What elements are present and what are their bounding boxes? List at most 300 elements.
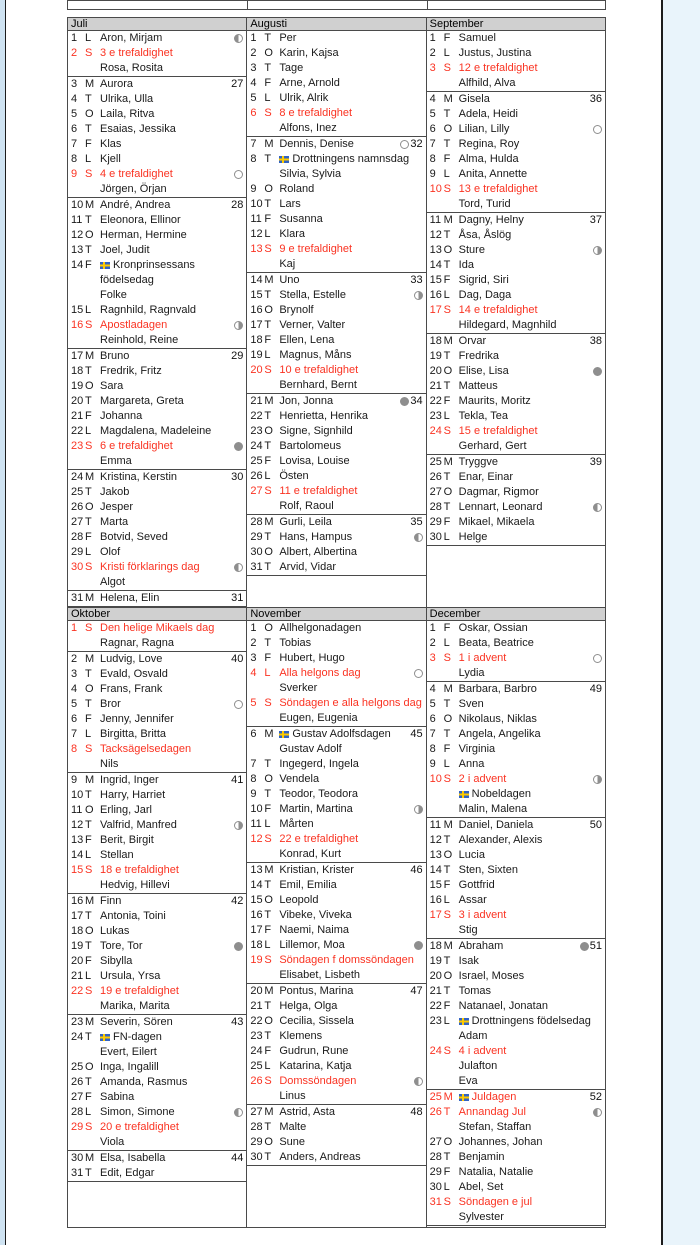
day-row (68, 454, 246, 469)
weekday-cell: O (264, 47, 273, 59)
day-row (247, 999, 425, 1014)
weekday-cell: M (264, 728, 274, 740)
day-extras (409, 273, 422, 288)
day-row (68, 1120, 246, 1135)
weekday-cell: O (443, 486, 453, 498)
day-row (247, 1014, 425, 1029)
name-text: Jesper (100, 501, 134, 513)
date-cell: 17 (71, 350, 84, 362)
weekday-cell: O (264, 183, 273, 195)
first-quarter-moon-icon (234, 821, 243, 830)
day-row (68, 1166, 246, 1181)
day-row (68, 682, 246, 697)
name-text: Tord, Turid (458, 198, 511, 210)
name-text: Lukas (100, 925, 130, 937)
name-text: 3 i advent (458, 909, 507, 921)
day-extras (230, 1151, 243, 1166)
date-cell: 27 (250, 1106, 263, 1118)
name-text: Nikolaus, Niklas (458, 713, 537, 725)
day-extras (593, 503, 602, 512)
day-row (427, 182, 605, 197)
name-text: Malte (279, 1121, 307, 1133)
day-row (68, 439, 246, 454)
weekday-cell: L (264, 92, 271, 104)
name-text: Kristina, Kerstin (100, 471, 178, 483)
weekday-cell: T (264, 758, 272, 770)
weekday-cell: L (85, 425, 92, 437)
date-cell: 5 (250, 697, 257, 709)
name-text: 9 e trefaldighet (279, 243, 353, 255)
name-text: Drottningens födelsedag (459, 1014, 591, 1029)
day-row (68, 303, 246, 318)
day-row (427, 772, 605, 787)
week-number: 36 (589, 93, 602, 105)
day-extras (230, 894, 243, 909)
sweden-flag-icon (279, 156, 289, 163)
date-cell: 30 (71, 561, 84, 573)
weekday-cell: T (443, 138, 451, 150)
day-row (247, 953, 425, 968)
day-row (247, 545, 425, 560)
day-row (427, 107, 605, 122)
day-row (427, 818, 605, 833)
weekday-cell: T (85, 698, 92, 710)
name-text: Edit, Edgar (100, 1167, 155, 1179)
name-text: Severin, Sören (100, 1016, 173, 1028)
date-cell: 10 (71, 789, 84, 801)
weekday-cell: T (85, 365, 92, 377)
name-text: Bartolomeus (279, 440, 342, 452)
day-row (427, 802, 605, 817)
day-row (68, 939, 246, 954)
name-text: Finn (100, 895, 122, 907)
day-row (68, 803, 246, 818)
day-row (427, 893, 605, 908)
day-row (427, 137, 605, 152)
weekday-cell: T (264, 62, 272, 74)
weekday-cell: M (443, 940, 453, 952)
name-text: Aurora (100, 78, 134, 90)
name-text: Adam (458, 1030, 488, 1042)
date-cell: 2 (71, 47, 78, 59)
week-number: 32 (410, 138, 423, 150)
name-text: Matteus (458, 380, 498, 392)
name-text: Jakob (100, 486, 130, 498)
date-cell: 3 (71, 668, 78, 680)
date-cell: 30 (429, 1181, 442, 1193)
day-row (68, 757, 246, 772)
name-text: Gudrun, Rune (279, 1045, 349, 1057)
name-text: Eugen, Eugenia (279, 712, 358, 724)
date-cell: 4 (71, 93, 78, 105)
name-text: Enar, Einar (458, 471, 514, 483)
week-number: 49 (589, 683, 602, 695)
week-number: 43 (231, 1016, 244, 1028)
weekday-cell: L (85, 1106, 92, 1118)
date-cell: 18 (429, 940, 442, 952)
weekday-cell: T (85, 244, 92, 256)
date-cell: 14 (250, 274, 263, 286)
day-row (427, 31, 605, 46)
week-number: 47 (410, 985, 423, 997)
name-text: Isak (458, 955, 479, 967)
name-text: Emil, Emilia (279, 879, 337, 891)
month-body (247, 621, 425, 1227)
day-row (247, 1044, 425, 1059)
name-text: Reinhold, Reine (100, 334, 179, 346)
name-text: Sigrid, Siri (458, 274, 509, 286)
date-cell: 28 (429, 501, 442, 513)
weekday-cell: O (85, 925, 94, 937)
name-text: Elsa, Isabella (100, 1152, 166, 1164)
weekday-cell: S (264, 954, 272, 966)
day-row (247, 454, 425, 469)
date-cell: 8 (429, 153, 436, 165)
weekday-cell: S (264, 364, 272, 376)
weekday-cell: F (443, 153, 451, 165)
name-text: Teodor, Teodora (279, 788, 359, 800)
name-text: Silvia, Sylvia (279, 168, 342, 180)
date-cell: 23 (71, 1016, 84, 1028)
day-row (68, 379, 246, 394)
name-text: Natalia, Natalie (458, 1166, 534, 1178)
weekday-cell: L (85, 32, 92, 44)
weekday-cell: T (264, 153, 272, 165)
day-row (68, 152, 246, 167)
weekday-cell: S (443, 62, 451, 74)
weekday-cell: T (264, 440, 272, 452)
weekday-cell: T (264, 909, 272, 921)
new-moon-icon (400, 140, 409, 149)
name-text: Johanna (100, 410, 143, 422)
date-cell: 31 (250, 561, 263, 573)
day-row (247, 31, 425, 46)
sweden-flag-icon (100, 1034, 110, 1041)
day-extras (234, 34, 243, 43)
date-cell: 25 (429, 456, 442, 468)
day-extras (409, 984, 422, 999)
day-row (427, 303, 605, 318)
week-box (68, 591, 246, 607)
day-row (427, 288, 605, 303)
weekday-cell: T (443, 1151, 451, 1163)
day-row (427, 424, 605, 439)
day-row (68, 878, 246, 893)
date-cell: 2 (250, 47, 257, 59)
page-edge-right (663, 0, 700, 1245)
last-quarter-moon-icon (414, 1077, 423, 1086)
name-text: Beata, Beatrice (458, 637, 534, 649)
name-text: Malin, Malena (458, 803, 528, 815)
day-row (68, 167, 246, 182)
date-cell: 12 (429, 834, 442, 846)
name-text: Ursula, Yrsa (100, 970, 161, 982)
last-quarter-moon-icon (234, 563, 243, 572)
date-cell: 8 (71, 153, 78, 165)
name-text: 3 e trefaldighet (100, 47, 173, 59)
name-text: Joel, Judit (100, 244, 150, 256)
weekday-cell: T (443, 985, 451, 997)
day-row (247, 1074, 425, 1089)
name-text: Dagmar, Rigmor (458, 486, 539, 498)
name-text: Angela, Angelika (458, 728, 541, 740)
name-text: Bernhard, Bernt (279, 379, 357, 391)
date-cell: 27 (429, 1136, 442, 1148)
weekday-cell: F (264, 213, 272, 225)
date-cell: 3 (71, 78, 78, 90)
weekday-cell: S (85, 47, 93, 59)
week-box (247, 621, 425, 727)
day-row (427, 666, 605, 681)
weekday-cell: F (264, 652, 272, 664)
date-cell: 17 (250, 319, 263, 331)
weekday-cell: L (443, 47, 450, 59)
day-row (427, 228, 605, 243)
day-row (247, 152, 425, 167)
name-text: Vendela (279, 773, 320, 785)
date-cell: 21 (71, 410, 84, 422)
new-moon-icon (234, 700, 243, 709)
week-box (427, 92, 605, 213)
first-quarter-moon-icon (414, 805, 423, 814)
calendar-row-bottom (67, 607, 606, 1228)
date-cell: 11 (429, 819, 442, 831)
name-text: Lydia (458, 667, 485, 679)
week-box (68, 652, 246, 773)
day-row (247, 182, 425, 197)
name-text: Alma, Hulda (458, 153, 519, 165)
day-row (247, 727, 425, 742)
day-row (427, 939, 605, 954)
weekday-cell: M (443, 456, 453, 468)
date-cell: 21 (250, 1000, 263, 1012)
date-cell: 19 (71, 940, 84, 952)
date-cell: 29 (250, 531, 263, 543)
day-extras (234, 821, 243, 830)
date-cell: 24 (250, 440, 263, 452)
weekday-cell: M (443, 93, 453, 105)
date-cell: 15 (429, 274, 442, 286)
date-cell: 5 (429, 698, 436, 710)
name-text: Henrietta, Henrika (279, 410, 368, 422)
day-row (427, 1074, 605, 1089)
day-row (68, 1015, 246, 1030)
name-text: Barbara, Barbro (458, 683, 537, 695)
day-row (247, 46, 425, 61)
date-cell: 26 (429, 471, 442, 483)
weekday-cell: O (85, 380, 94, 392)
day-extras (230, 591, 243, 606)
name-text: Assar (458, 894, 487, 906)
month-november (246, 607, 426, 1228)
name-text: Orvar (458, 335, 487, 347)
new-moon-icon (414, 669, 423, 678)
day-row (247, 923, 425, 938)
date-cell: 4 (250, 667, 257, 679)
day-row (427, 485, 605, 500)
day-extras (230, 652, 243, 667)
date-cell: 26 (250, 1075, 263, 1087)
weekday-cell: M (85, 1016, 95, 1028)
day-row (427, 1180, 605, 1195)
date-cell: 24 (250, 1045, 263, 1057)
name-text: Roland (279, 183, 315, 195)
weekday-cell: F (85, 834, 92, 846)
name-text: Herman, Hermine (100, 229, 187, 241)
previous-table-remnant (67, 0, 606, 10)
day-row (68, 333, 246, 348)
day-row (68, 727, 246, 742)
date-cell: 14 (71, 259, 84, 271)
day-extras (580, 939, 602, 954)
weekday-cell: T (443, 698, 451, 710)
day-row (247, 1135, 425, 1150)
weekday-cell: T (443, 350, 451, 362)
day-row (247, 863, 425, 878)
date-cell: 25 (250, 1060, 263, 1072)
day-row (247, 742, 425, 757)
name-text: Gottfrid (458, 879, 495, 891)
date-cell: 28 (71, 531, 84, 543)
name-text: Sune (279, 1136, 306, 1148)
full-moon-icon (593, 367, 602, 376)
date-cell: 6 (429, 713, 436, 725)
weekday-cell: S (264, 107, 272, 119)
weekday-cell: O (264, 1015, 273, 1027)
weekday-cell: M (443, 819, 453, 831)
day-row (247, 787, 425, 802)
day-extras (414, 669, 423, 678)
day-row (427, 349, 605, 364)
month-body (427, 31, 605, 607)
date-cell: 17 (429, 909, 442, 921)
day-extras (230, 77, 243, 92)
weekday-cell: O (264, 622, 273, 634)
day-extras (234, 942, 243, 951)
name-text: Sabina (100, 1091, 135, 1103)
full-moon-icon (400, 397, 409, 406)
day-row (68, 500, 246, 515)
day-row (68, 137, 246, 152)
day-row (427, 984, 605, 999)
date-cell: 7 (250, 758, 257, 770)
weekday-cell: F (443, 879, 451, 891)
name-text: Juldagen (459, 1090, 517, 1105)
day-row (68, 954, 246, 969)
weekday-cell: T (85, 819, 92, 831)
weekday-cell: M (85, 1152, 95, 1164)
day-row (247, 106, 425, 121)
date-cell: 3 (429, 652, 436, 664)
day-row (68, 31, 246, 46)
weekday-cell: T (85, 93, 92, 105)
weekday-cell: L (443, 168, 450, 180)
weekday-cell: S (85, 561, 93, 573)
date-cell: 29 (429, 516, 442, 528)
month-header: Augusti (247, 18, 425, 31)
name-text: Harry, Harriet (100, 789, 166, 801)
sweden-flag-icon (459, 791, 469, 798)
day-row (68, 46, 246, 61)
date-cell: 14 (250, 879, 263, 891)
weekday-cell: L (264, 349, 271, 361)
name-text: Israel, Moses (458, 970, 525, 982)
day-extras (593, 246, 602, 255)
weekday-cell: L (443, 1015, 450, 1027)
name-text: Gustav Adolfsdagen (279, 727, 390, 742)
weekday-cell: L (443, 289, 450, 301)
weekday-cell: T (264, 531, 272, 543)
day-row (247, 257, 425, 272)
day-extras (230, 198, 243, 213)
name-text: Marika, Marita (100, 1000, 170, 1012)
name-text: Samuel (458, 32, 496, 44)
new-moon-icon (234, 170, 243, 179)
week-box (247, 515, 425, 576)
weekday-cell: L (443, 637, 450, 649)
date-cell: 12 (71, 819, 84, 831)
date-cell: 15 (250, 894, 263, 906)
day-row (427, 122, 605, 137)
name-text: Katarina, Katja (279, 1060, 352, 1072)
day-row (247, 651, 425, 666)
name-text: Nils (100, 758, 119, 770)
name-text: Kronprinsessans (100, 258, 195, 273)
day-row (427, 243, 605, 258)
day-row (247, 681, 425, 696)
date-cell: 12 (250, 228, 263, 240)
day-row (427, 1195, 605, 1210)
name-text: Hubert, Hugo (279, 652, 345, 664)
name-text: Antonia, Toini (100, 910, 166, 922)
date-cell: 14 (71, 849, 84, 861)
name-text: Eleonora, Ellinor (100, 214, 181, 226)
day-row (68, 424, 246, 439)
date-cell: 15 (71, 864, 84, 876)
day-row (427, 318, 605, 333)
weekday-cell: T (85, 940, 92, 952)
date-cell: 1 (71, 622, 78, 634)
weekday-cell: F (443, 743, 451, 755)
day-row (247, 757, 425, 772)
day-extras (234, 563, 243, 572)
name-text: Signe, Signhild (279, 425, 353, 437)
name-text: 6 e trefaldighet (100, 440, 173, 452)
date-cell: 21 (71, 970, 84, 982)
name-text: Kaj (279, 258, 296, 270)
weekday-cell: T (85, 395, 92, 407)
day-row (427, 1165, 605, 1180)
name-text: André, Andrea (100, 199, 171, 211)
day-row (247, 847, 425, 862)
weekday-cell: M (85, 895, 95, 907)
date-cell: 9 (71, 168, 78, 180)
weekday-cell: O (85, 108, 94, 120)
weekday-cell: S (443, 1045, 451, 1057)
weekday-cell: F (443, 274, 451, 286)
week-box (427, 455, 605, 546)
last-quarter-moon-icon (593, 503, 602, 512)
day-row (68, 213, 246, 228)
weekday-cell: S (85, 622, 93, 634)
day-row (68, 984, 246, 999)
date-cell: 10 (429, 773, 442, 785)
day-row (68, 863, 246, 878)
day-extras (593, 1108, 602, 1117)
day-row (68, 349, 246, 364)
date-cell: 6 (250, 107, 257, 119)
day-extras (414, 941, 423, 950)
